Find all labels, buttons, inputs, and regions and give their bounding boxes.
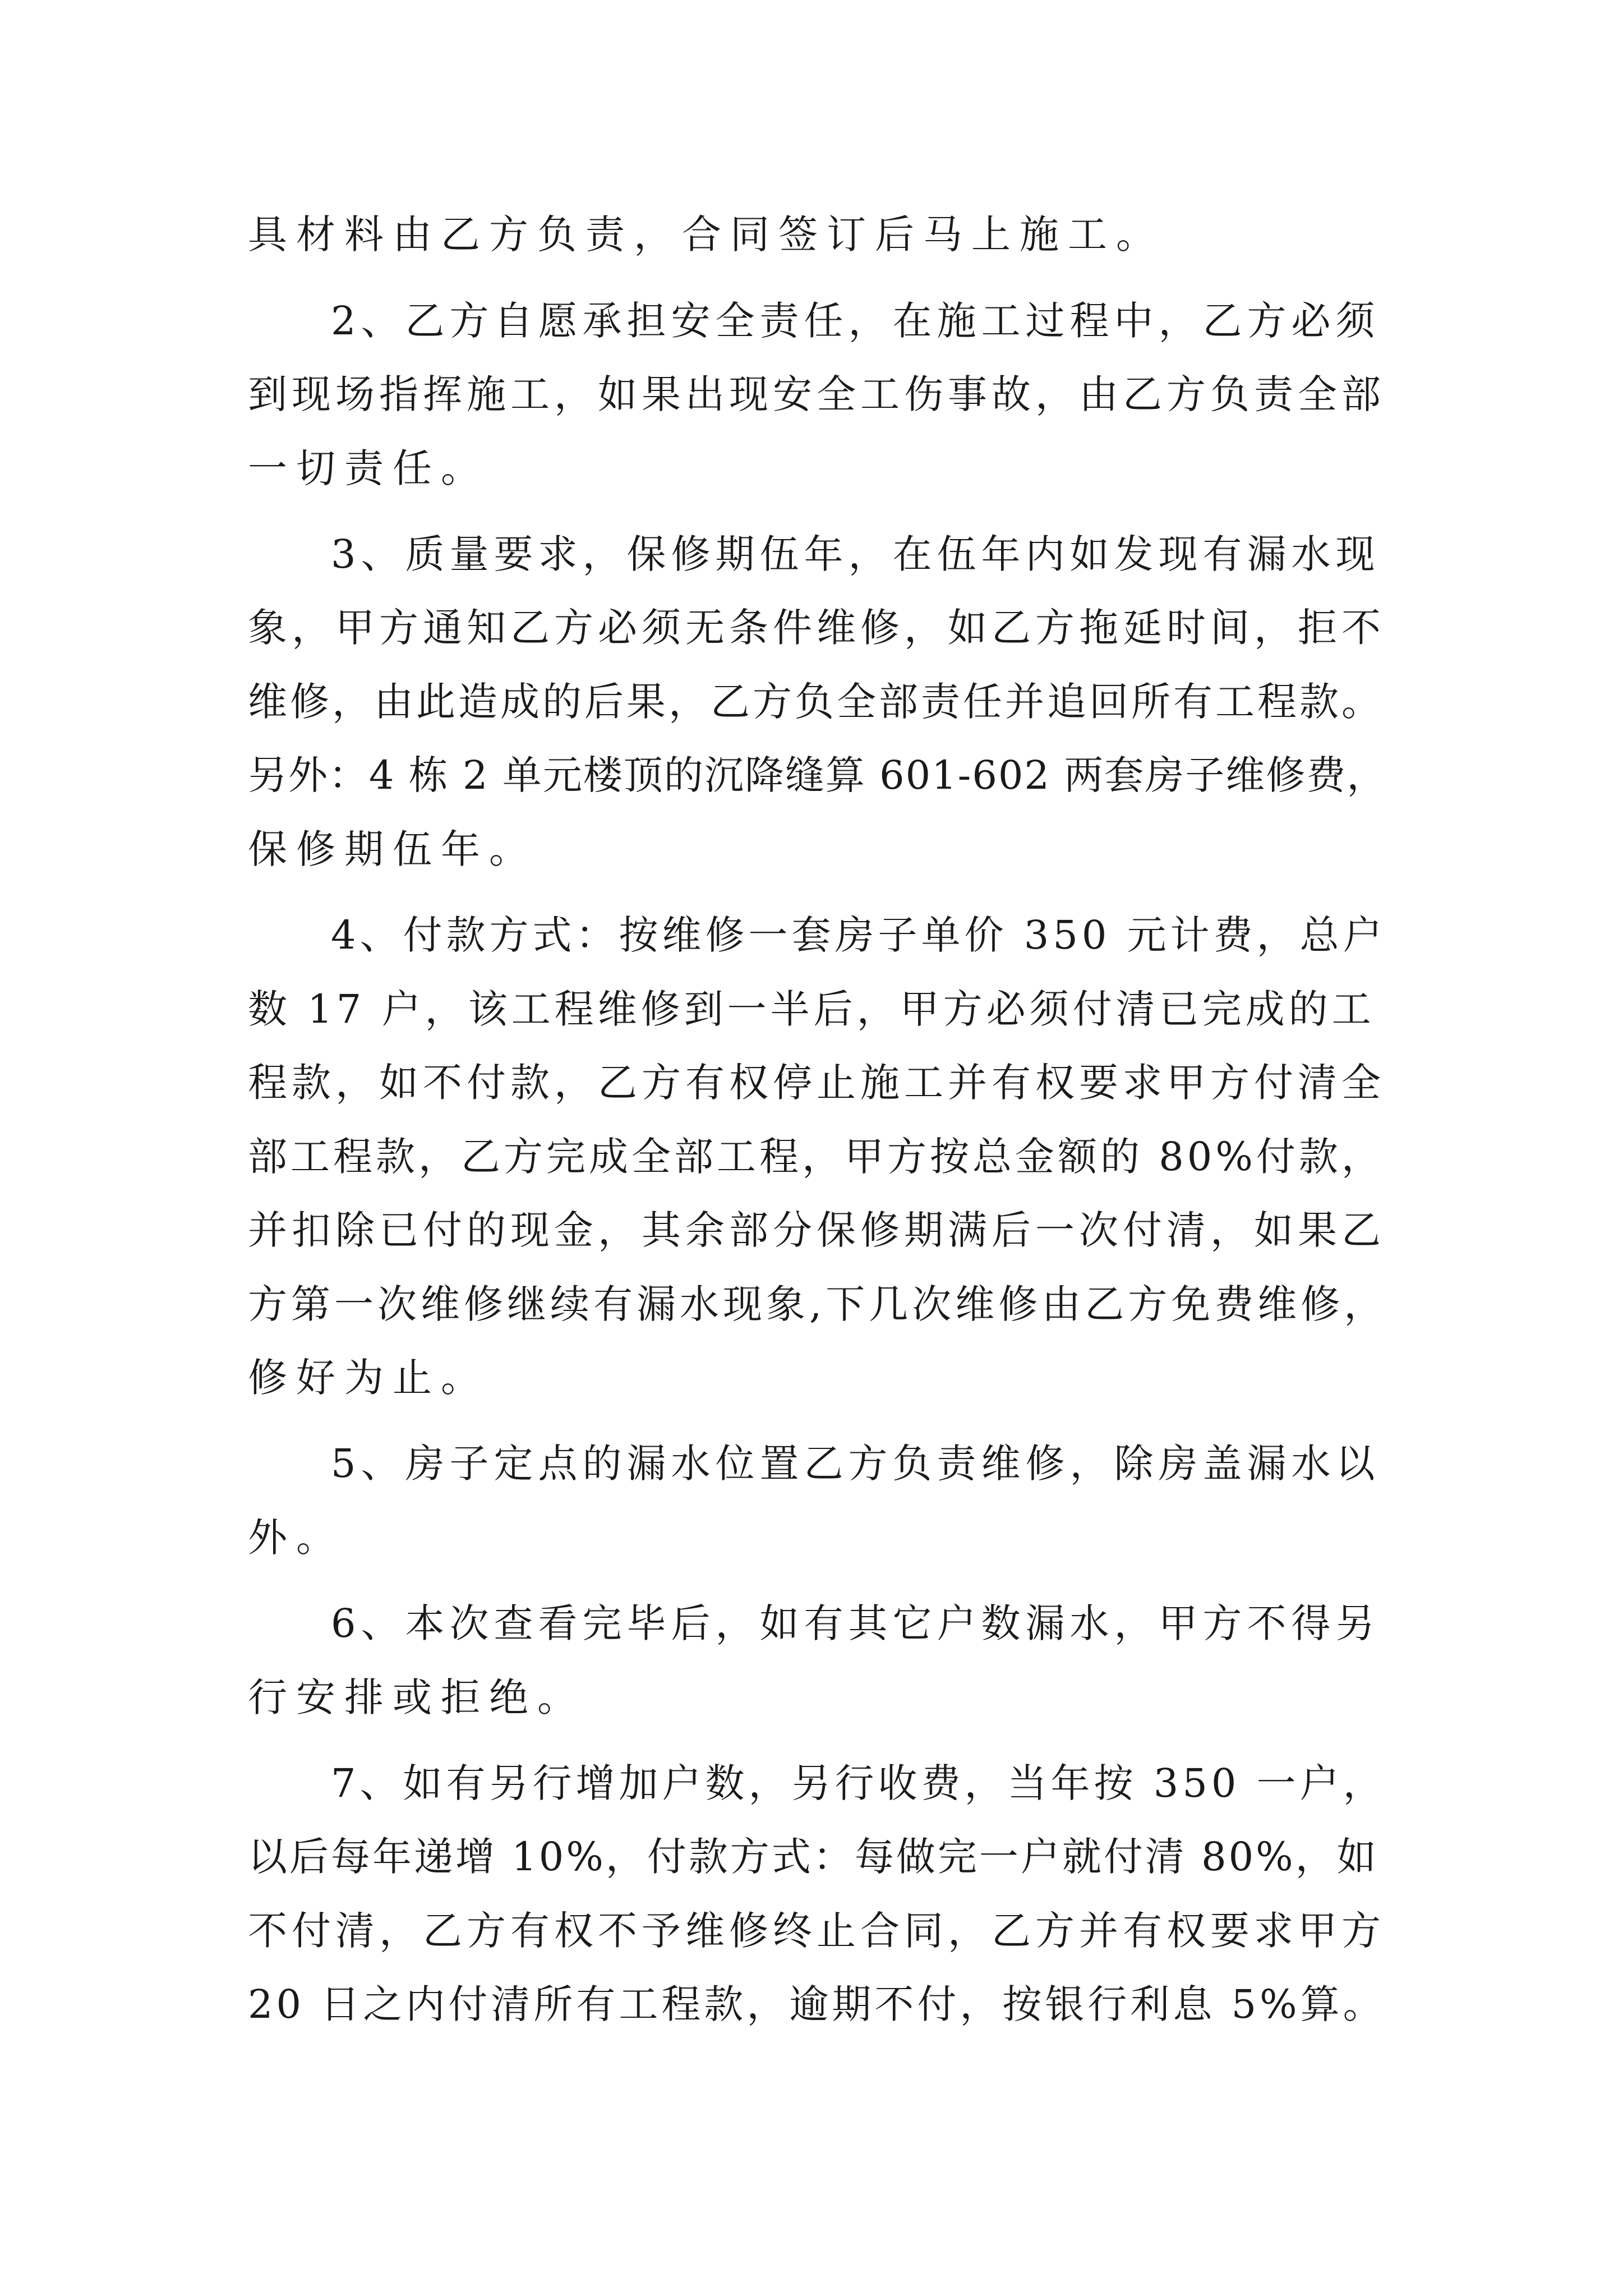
text-line: 行安排或拒绝。: [248, 1674, 585, 1720]
text-line: 修好为止。: [248, 1355, 489, 1401]
clause-7-line: 7、如有另行增加户数，另行收费，当年按 350 一户，: [331, 1760, 1386, 1806]
clause-4-line: 4、付款方式：按维修一套房子单价 350 元计费，总户: [331, 912, 1386, 958]
text-line: 20 日之内付清所有工程款，逾期不付，按银行利息 5%算。: [248, 1981, 1386, 2027]
text-line: 象，甲方通知乙方必须无条件维修，如乙方拖延时间，拒不: [248, 605, 1385, 651]
clause-6-line: 6、本次查看完毕后，如有其它户数漏水，甲方不得另: [331, 1600, 1380, 1646]
text-line: 一切责任。: [248, 445, 489, 491]
text-line: 以后每年递增 10%，付款方式：每做完一户就付清 80%，如: [248, 1834, 1378, 1880]
text-line: 外。: [248, 1515, 344, 1561]
text-line: 不付清，乙方有权不予维修终止合同，乙方并有权要求甲方: [248, 1908, 1385, 1954]
text-line: 具材料由乙方负责，合同签订后马上施工。: [248, 211, 1164, 257]
text-line: 另外：4 栋 2 单元楼顶的沉降缝算 601-602 两套房子维修费，: [248, 752, 1387, 798]
text-line: 数 17 户，该工程维修到一半后，甲方必须付清已完成的工: [248, 986, 1375, 1032]
text-line: 维修，由此造成的后果，乙方负全部责任并追回所有工程款。: [248, 679, 1384, 725]
text-line: 方第一次维修继续有漏水现象,下几次维修由乙方免费维修，: [248, 1281, 1387, 1327]
text-line: 部工程款，乙方完成全部工程，甲方按总金额的 80%付款，: [248, 1134, 1384, 1180]
text-line: 程款，如不付款，乙方有权停止施工并有权要求甲方付清全: [248, 1060, 1385, 1106]
text-line: 并扣除已付的现金，其余部分保修期满后一次付清，如果乙: [248, 1207, 1385, 1253]
clause-5-line: 5、房子定点的漏水位置乙方负责维修，除房盖漏水以: [331, 1441, 1380, 1487]
clause-2-line: 2、乙方自愿承担安全责任，在施工过程中，乙方必须: [331, 298, 1380, 344]
clause-3-line: 3、质量要求，保修期伍年，在伍年内如发现有漏水现: [331, 531, 1380, 577]
text-line: 到现场指挥施工，如果出现安全工伤事故，由乙方负责全部: [248, 371, 1385, 417]
text-line: 保修期伍年。: [248, 826, 537, 872]
